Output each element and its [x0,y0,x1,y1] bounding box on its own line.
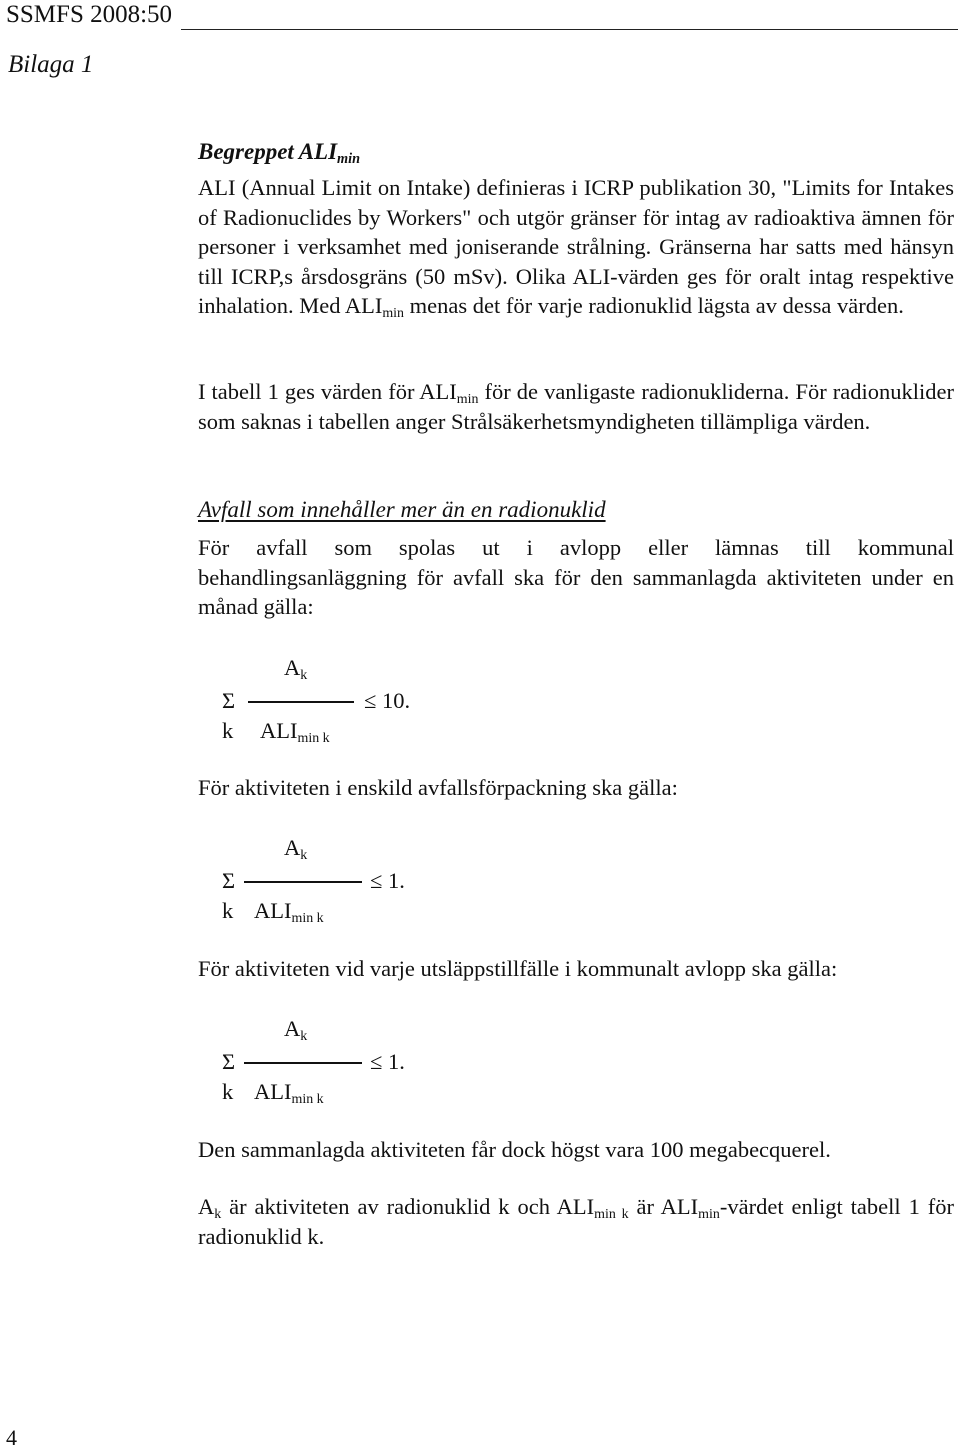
formula-numerator: $A_k$ [284,655,308,683]
paragraph-text: -värdet enligt tabell 1 för radionuklid k. [198,1194,954,1249]
paragraph-release-rule: För aktiviteten vid varje utsläppstillfälle i kommunalt avlopp ska gälla: [198,956,838,981]
header-rule [181,29,958,30]
fraction-bar [248,701,354,703]
heading-text: Begreppet ALI [198,139,338,164]
sum-index: k [222,718,234,743]
page-number: 4 [6,1425,17,1450]
formula-bound: ≤ 10. [364,688,411,713]
subscript: min [456,391,479,407]
paragraph-text: ALI (Annual Limit on Intake) definieras i ICRP publikation 30, "Limits for Intakes of Radionuclides by Workers" och utgör gränser för intag av radioaktiva ämnen för personer i verksamhet med joniserande strålning. Gränserna har satts med hänsyn till ICRP,s årsdosgräns (50 mSv). Olika ALI-värden ges för oralt intag respektive inhalation. Med ALI [198,175,954,318]
formula-denominator: $ALI_{min k}$ [260,718,330,746]
formula-package-sum [198,832,458,932]
paragraph-text: A [198,1194,215,1219]
paragraph-text: är aktiviteten av radionuklid k och ALI [221,1194,595,1219]
paragraph-waste-intro: För avfall som spolas ut i avlopp eller lämnas till kommunal behandlingsanläggning för avfall ska för den sammanlagda aktiviteten under en månad gälla: [198,535,954,619]
section-heading-mixed-waste: Avfall som innehåller mer än en radionuklid [198,497,606,522]
formula-numerator: $A_k$ [284,1016,308,1044]
subscript: min [698,1206,720,1222]
paragraph-table-reference [198,377,954,436]
paragraph-package-rule: För aktiviteten i enskild avfallsförpackning ska gälla: [198,775,678,800]
paragraph-ali-definition [198,173,954,321]
formula-denominator: $ALI_{min k}$ [254,1079,324,1107]
formula-bound: ≤ 1. [370,868,405,893]
section-heading-ali-min [198,137,360,167]
sum-index: k [222,1079,234,1104]
sum-index: k [222,898,234,923]
paragraph-definitions [198,1192,954,1251]
paragraph-text: I tabell 1 ges värden för ALI [198,379,457,404]
fraction-bar [244,881,362,883]
paragraph-text: för de vanligaste radionukliderna. För radionuklider som saknas i tabellen anger Strålsäkerhetsmyndigheten tillämpliga värden. [198,379,954,434]
subscript: k [214,1206,222,1222]
heading-subscript: min [337,150,361,167]
appendix-label: Bilaga 1 [8,51,94,78]
sigma-symbol: Σ [222,868,236,893]
sigma-symbol: Σ [222,688,236,713]
document-code: SSMFS 2008:50 [6,1,173,28]
fraction-bar [244,1062,362,1064]
formula-numerator: $A_k$ [284,835,308,863]
paragraph-text: är ALI [628,1194,699,1219]
subscript: min k [594,1206,629,1222]
sigma-symbol: Σ [222,1049,236,1074]
subscript: min [382,305,405,321]
formula-release-sum [198,1013,458,1113]
formula-bound: ≤ 1. [370,1049,405,1074]
formula-denominator: $ALI_{min k}$ [254,898,324,926]
paragraph-max-activity: Den sammanlagda aktiviteten får dock högst vara 100 megabecquerel. [198,1137,831,1162]
formula-monthly-sum [198,652,458,752]
paragraph-text: menas det för varje radionuklid lägsta av dessa värden. [404,293,904,318]
